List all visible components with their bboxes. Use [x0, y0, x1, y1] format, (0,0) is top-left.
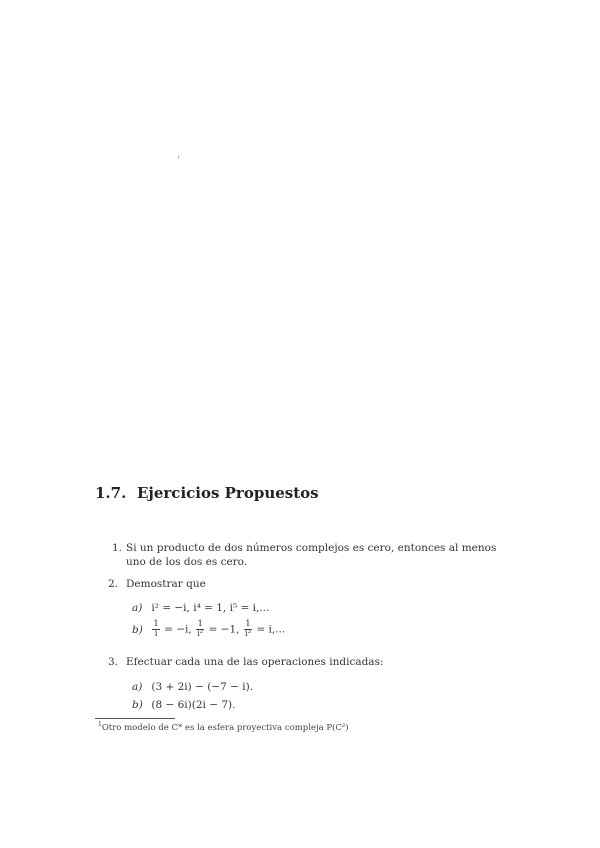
fraction-denominator: i²: [197, 629, 204, 639]
part-label: a): [132, 681, 143, 693]
footnote-text: Otro modelo de C* es la esfera proyectiva compleja P(C²): [101, 722, 349, 733]
section-heading: [95, 484, 319, 502]
exercise-3-part-a: [132, 681, 253, 693]
exercise-number: 2.: [108, 578, 119, 590]
exercise-3-part-b: [132, 699, 235, 711]
fraction-denominator: i: [154, 629, 158, 639]
exercise-2-part-a: [132, 602, 269, 614]
expression-text: = i,...: [253, 623, 286, 636]
exercise-3: [108, 655, 488, 671]
exercise-number: 3.: [108, 656, 119, 668]
expression-text: = −1,: [205, 623, 243, 636]
footnote: [98, 721, 349, 733]
exercise-2-part-b: [132, 620, 285, 639]
footnote-mark: 1: [98, 721, 102, 728]
fraction-denominator: i³: [244, 629, 251, 639]
part-label: a): [132, 602, 143, 614]
footnote-rule: [95, 718, 175, 719]
fraction: [196, 620, 204, 639]
fraction-numerator: 1: [197, 619, 203, 629]
fraction-numerator: 1: [153, 619, 159, 629]
section-title: Ejercicios Propuestos: [137, 484, 319, 502]
part-expression: (3 + 2i) − (−7 − i).: [151, 681, 254, 693]
part-label: b): [132, 623, 143, 636]
part-expression: i² = −i, i⁴ = 1, i⁵ = i,...: [151, 602, 270, 614]
fraction: [244, 620, 252, 639]
exercise-text: Demostrar que: [126, 578, 206, 590]
part-label: b): [132, 699, 143, 711]
exercise-2: [108, 577, 488, 593]
scan-artifact: [178, 155, 179, 159]
exercise-text-line-1: Si un producto de dos números complejos es cero, entonces al menos: [126, 542, 497, 554]
exercise-1: [112, 541, 497, 571]
expression-text: = −i,: [160, 623, 196, 636]
fraction: [152, 620, 159, 639]
exercise-text-line-2: uno de los dos es cero.: [126, 556, 248, 568]
section-number: 1.7.: [95, 484, 127, 502]
fraction-numerator: 1: [245, 619, 251, 629]
part-expression: (8 − 6i)(2i − 7).: [151, 699, 236, 711]
exercise-text: Efectuar cada una de las operaciones indicadas:: [126, 656, 384, 668]
exercise-number: 1.: [112, 542, 123, 554]
